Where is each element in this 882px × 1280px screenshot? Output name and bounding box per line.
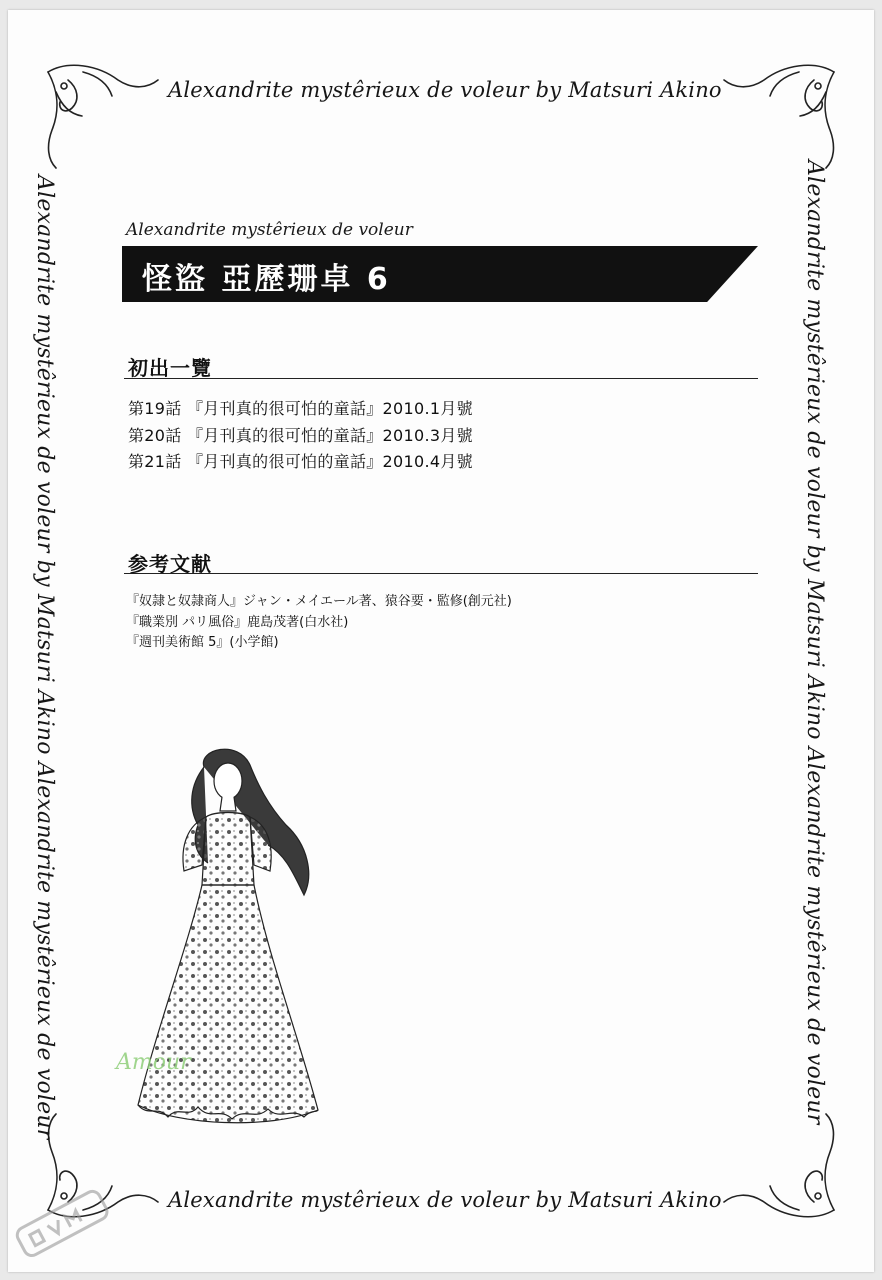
references-rule (124, 573, 758, 574)
publication-item: 第19話 『月刊真的很可怕的童話』2010.1月號 (128, 399, 473, 418)
first-publication-rule (124, 378, 758, 379)
first-publication-list (128, 396, 473, 476)
woman-in-gown-illustration (118, 745, 328, 1135)
publication-item: 第21話 『月刊真的很可怕的童話』2010.4月號 (128, 452, 473, 471)
book-page (8, 10, 874, 1272)
references-list (126, 592, 512, 654)
first-publication-heading: 初出一覽 (128, 356, 212, 380)
border-right-text: Alexandrite mystêrieux de voleur by Matsuri Akino Alexandrite mystêrieux de voleur (802, 160, 827, 1125)
watermark-text: Amour (116, 1050, 191, 1075)
border-left-text: Alexandrite mystêrieux de voleur by Matsuri Akino Alexandrite mystêrieux de voleur (32, 175, 57, 1140)
reference-item: 『職業別 パリ風俗』鹿島茂著(白水社) (126, 614, 349, 630)
reference-item: 『週刊美術館 5』(小学館) (126, 635, 279, 650)
reference-item: 『奴隷と奴隷商人』ジャン・メイエール著、猿谷要・監修(創元社) (126, 594, 512, 609)
volume-title: 怪盜 亞歷珊卓 6 (142, 262, 391, 297)
publication-item: 第20話 『月刊真的很可怕的童話』2010.3月號 (128, 425, 473, 445)
series-subtitle: Alexandrite mystêrieux de voleur (126, 220, 413, 240)
border-bottom-text: Alexandrite mystêrieux de voleur by Matsuri Akino (168, 1188, 722, 1212)
border-top-text: Alexandrite mystêrieux de voleur by Matsuri Akino (168, 78, 722, 102)
site-logo-icon (8, 1178, 118, 1268)
references-heading: 参考文献 (128, 552, 212, 576)
